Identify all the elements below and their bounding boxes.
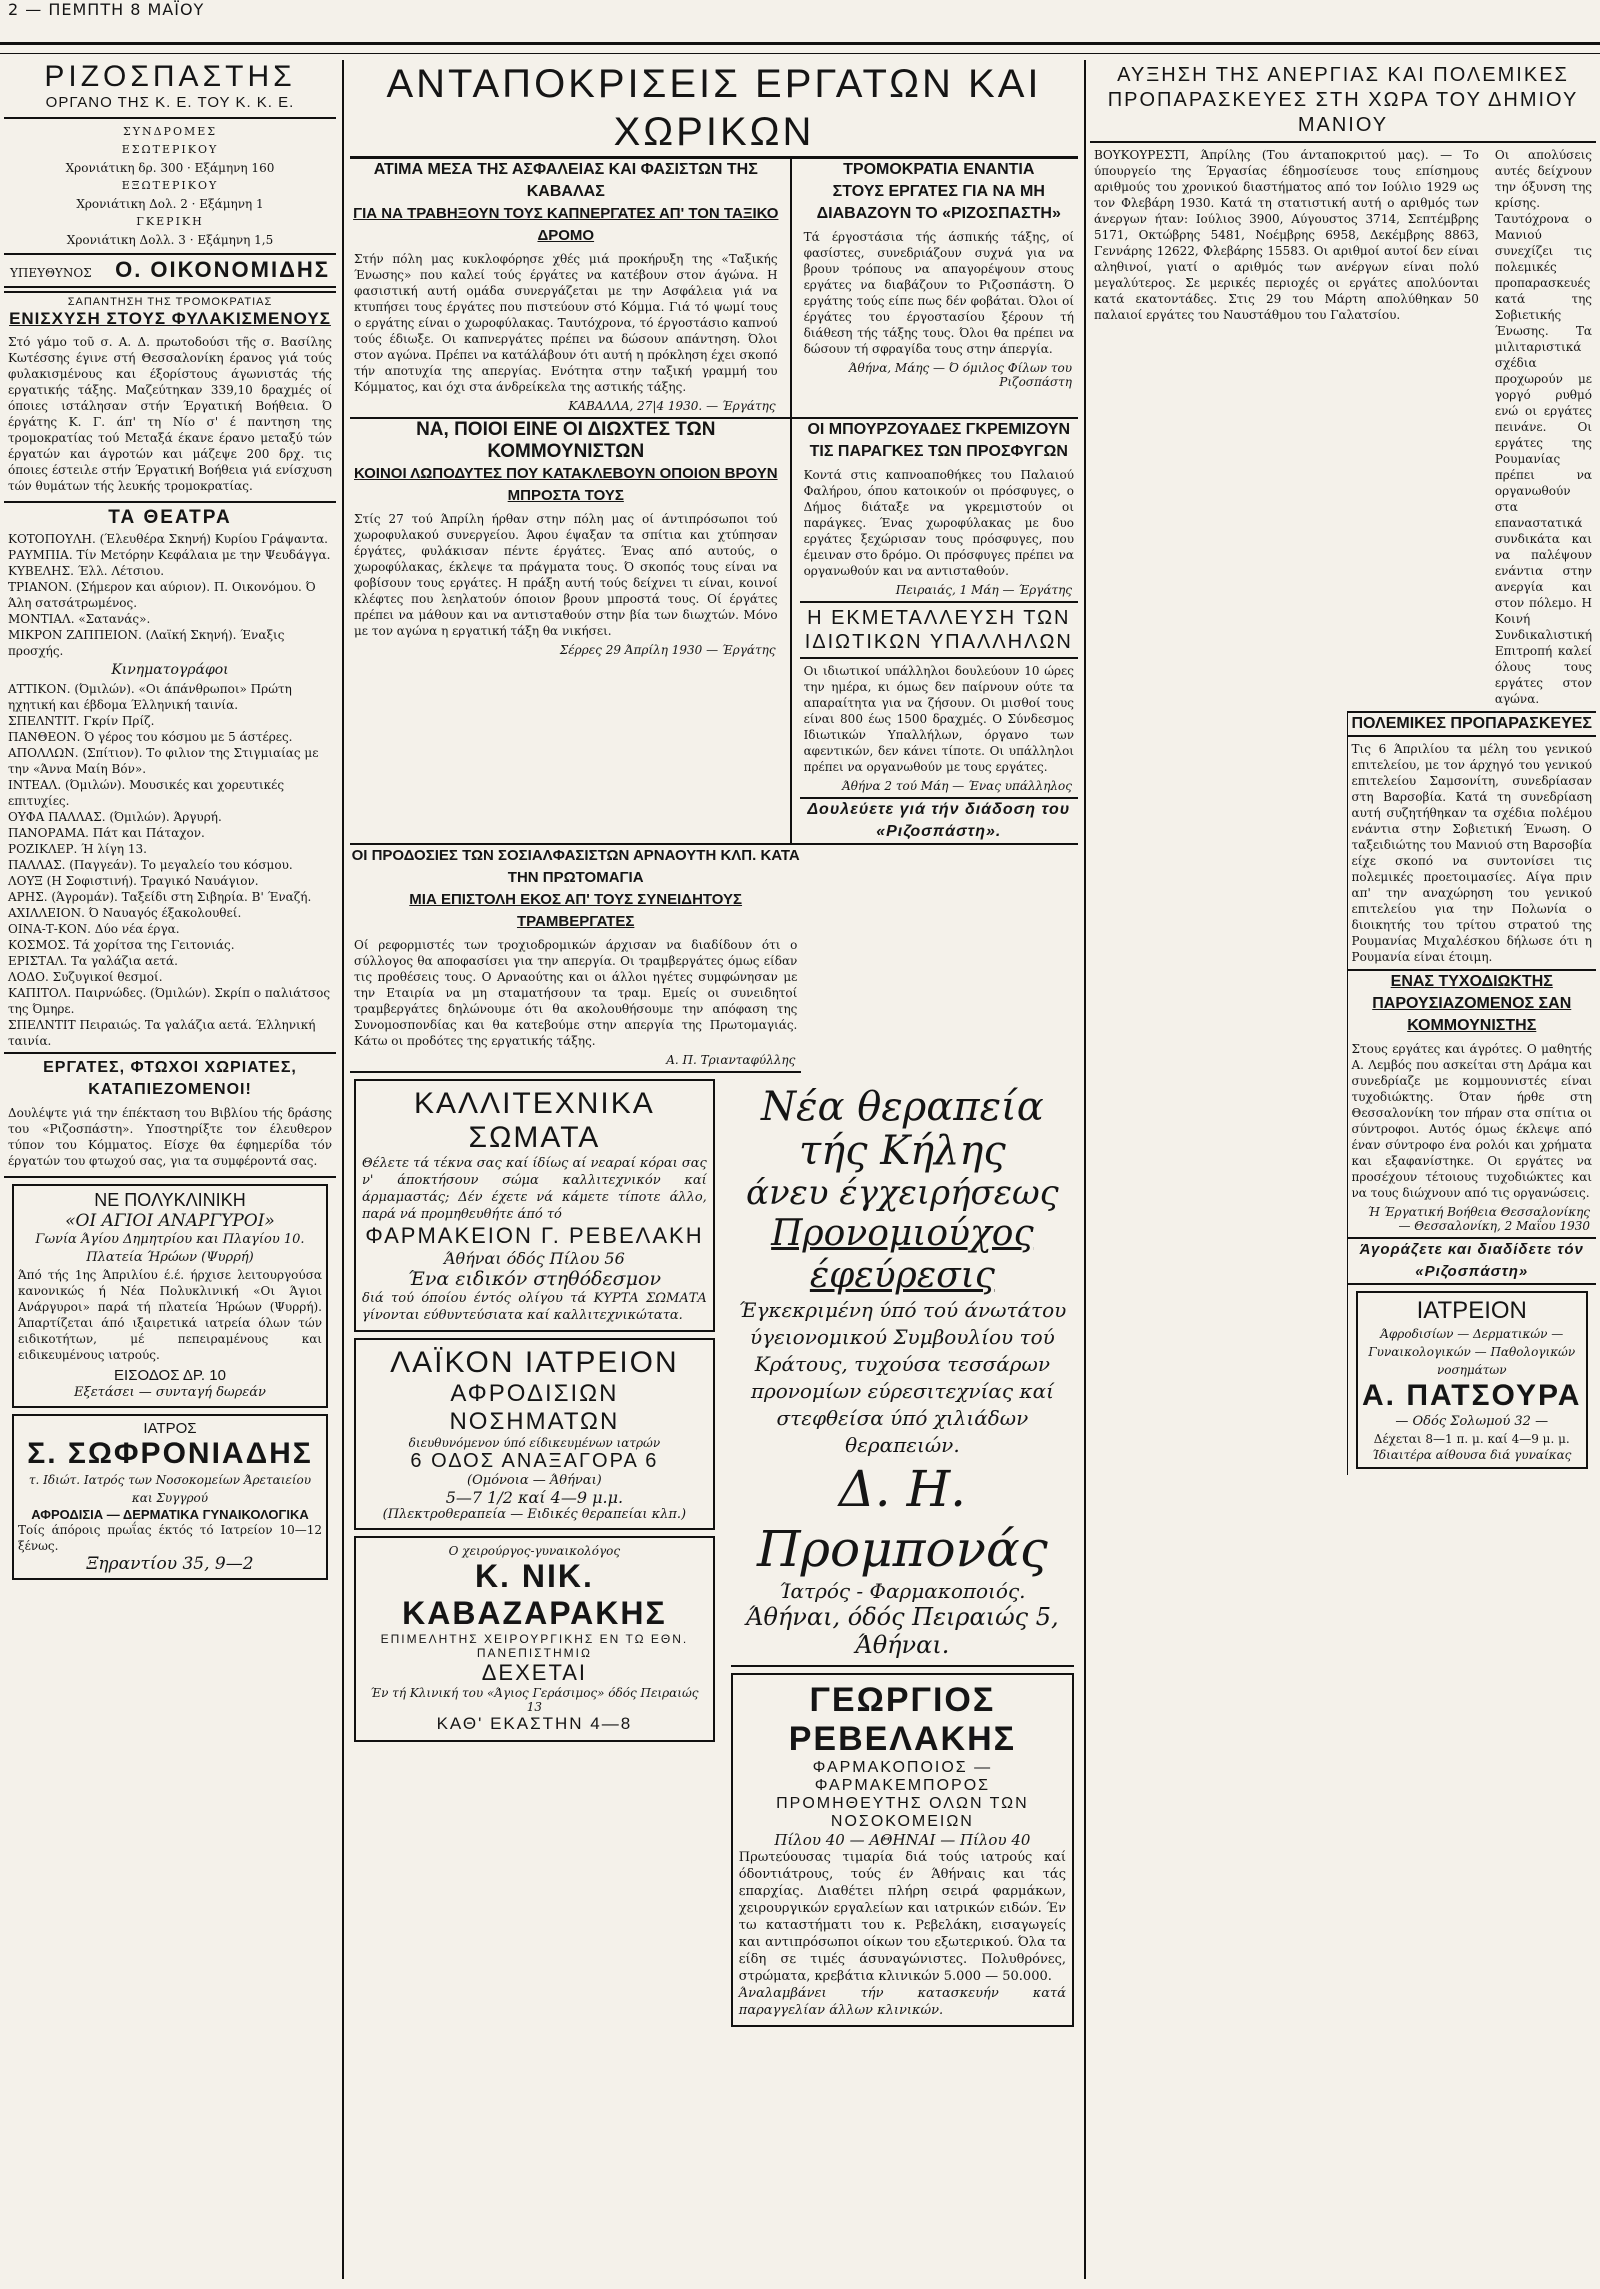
editor-line: [4, 255, 336, 288]
patsoura-note: Ίδιαιτέρα αίθουσα διά γυναίκας: [1372, 1448, 1572, 1462]
center-ads-left: [350, 1073, 719, 2033]
doctor-ad: [12, 1414, 328, 1580]
refugees-body: Κοντά στις καπνοαποθήκες του Παλαιού Φαλήρου, όπου κατοικούν οι πρόσφυγες, ο Δήμος διάταξε να γκρεμιστούν οι παράγκες. Ένας χωροφύλακας με δυο εργάτες ξεχώρισαν τους πρόσφυγες, που έμειναν στο δρόμο. Οι πρόσφυγες πρέπει να οργανωθούν και να αντισταθούν.: [803, 468, 1074, 578]
cinema-item: ΟΥΦΑ ΠΑΛΛΑΣ. (Όμιλών). Άργυρή.: [8, 810, 222, 824]
venereal-hours: 5—7 1/2 καί 4—9 μ.μ.: [445, 1488, 624, 1507]
surgeon-address: Έν τή Κλινική του «Άγιος Γεράσιμος» όδός Πειραιώς 13: [370, 1686, 699, 1714]
hernia-ad: [731, 1079, 1074, 1667]
venereal-subtitle: ΑΦΡΟΔΙΣΙΩΝ ΝΟΣΗΜΑΤΩΝ: [449, 1380, 620, 1435]
appeal-box: [4, 1057, 336, 1178]
masthead-subtitle: ΟΡΓΑΝΟ ΤΗΣ Κ. Ε. ΤΟΥ Κ. Κ. Ε.: [45, 94, 295, 111]
kavala-body: Στήν πόλη μας κυκλοφόρησε χθές μιά προκήρυξη της «Ταξικής Ένωσης» που καλεί τούς έργάτες να κατέβουν στον άγώνα. Η φασιστική αυτή ομάδα συνεργάζεται με την Ασφάλεια γιά να κτυπήσει τους έργάτες που πιστεύουν στό Κόμμα. Γιά τό ψωμί τους ο εργάτης είναι ο χωροφύλακας. Ταυτόχρονα, τό έργοστάσιο καπνού τούς έδιωξε. Οι καπνεργάτες πρέπει να δώσουν απάντηση. Όλοι στον αγώνα. Πρέπει να κατάλάβουν ότι αυτή η πρόκληση έχει σκοπό τήν αποτυχία της απεργίας. Ενότητα στην ταξική γραμμή του Κόμματος, και όχι στα άνδρείκελα της αστικής τάξης.: [354, 252, 778, 394]
war-left: [1090, 711, 1339, 1475]
kavala-headline-2: ΓΙΑ ΝΑ ΤΡΑΒΗΞΟΥΝ ΤΟΥΣ ΚΑΠΝΕΡΓΑΤΕΣ ΑΠ' ΤΟΝ ΤΑΞΙΚΟ ΔΡΟΜΟ: [353, 205, 779, 244]
persecutors-headline-2: ΚΟΙΝΟΙ ΛΩΠΟΔΥΤΕΣ ΠΟΥ ΚΑΤΑΚΛΕΒΟΥΝ ΟΠΟΙΟΝ ΒΡΟΥΝ ΜΠΡΟΣΤΑ ΤΟΥΣ: [354, 465, 778, 504]
persecutors-body: Στίς 27 τού Άπρίλη ήρθαν στην πόλη μας οί άντιπρόσωποι τού χωροφυλακού συνεργείου. Άφου έψαξαν τα σπίτια και χτύπησαν έργάτες, φυλάκισαν πέντε έργάτες. Ένας από αυτούς, ο χωροφύλακας, έκλεψε τα πράγματα τους. Ό σκοπός τους είναι να φοβίσουν τους εργάτες. Η πράξη αυτή τούς δείχνει τι είναι, κοινοί κλέφτες που λεηλατούν όποιον βρουν μπροστά τους. Οί έργάτες πρέπει να μάθουν και να αντισταθούν στην βία των διωχτών. Μόνο με τον αγώνα η εργατική τάξη θα νικήσει.: [354, 512, 778, 638]
cinema-item: ΚΑΠΙΤΟΛ. Παιρνώδες. (Όμιλών). Σκρίπ ο παλιάτσος της Όμηρε.: [8, 986, 331, 1016]
theatre-item: ΜΙΚΡΟΝ ΖΑΠΠΕΙΟΝ. (Λαϊκή Σκηνή). Έναξις προσχής.: [8, 628, 285, 658]
interior-label: ΕΣΩΤΕΡΙΚΟΥ: [121, 143, 219, 156]
subscriptions: [4, 119, 336, 255]
hernia-line-4: Έγκεκριμένη ύπό τού άνωτάτου ύγειονομικού Συμβουλίου τού Κράτους, τυχούσα τεσσάρων προνομίων εύρεσιτεχνίας καί στεφθείσα ύπό χιλιάδων θεραπειών.: [738, 1298, 1067, 1457]
cinema-item: ΑΠΟΛΛΩΝ. (Σπίτιον). Το φιλιον της Στιγμιαίας με την «Άννα Μαίη Βόν».: [8, 746, 319, 776]
surgeon-ad: [354, 1536, 715, 1742]
right-column: [1090, 60, 1596, 2279]
terror-body: Τά έργοστάσια τής άσπικής τάξης, οί φασίστες, συνεδριάζουν συχνά για να βρουν τρόπους να απαγορέψουν στους εργάτες να διαβάζουν το Ριζοσπάστη. Ό εργάτης τούς είπε πως δέν φοβάται. Όλοι οί έργάτες του έργοστασίου ξέρουν τή διάθεση τής τάξης τους. Όλοι θα πρέπει να δώσουν τή σφραγίδα τους στην άπεργία.: [803, 230, 1074, 356]
theatre-item: ΚΥΒΕΛΗΣ. Έλλ. Λέτσιου.: [8, 564, 165, 578]
cinema-item: ΚΟΣΜΟΣ. Τά χορίτσα της Γειτονιάς.: [8, 938, 235, 952]
cinema-item: ΠΑΝΟΡΑΜΑ. Πάτ και Πάταχον.: [8, 826, 205, 840]
cinema-item: ΡΟΖΙΚΛΕΡ. Ή λίγη 13.: [8, 842, 147, 856]
tram-sign: Α. Π. Τριανταφύλλης: [666, 1053, 796, 1067]
editor-name: Ο. ΟΙΚΟΝΟΜΙΔΗΣ: [115, 257, 330, 282]
venereal-director: διευθυνόμενον ύπό είδικευμένων ιατρών: [408, 1436, 661, 1450]
polyclinic-name: «ΟΙ ΑΓΙΟΙ ΑΝΑΡΓΥΡΟΙ»: [65, 1211, 275, 1231]
bodies-text-2: διά τού όποίου έντός ολίγου τά ΚΥΡΤΑ ΣΩΜΑΤΑ γίνονται εύθυντεύσιατα καί καλλιτεχνικώτατα.: [362, 1291, 707, 1323]
patsoura-hours: Δέχεται 8—1 π. μ. καί 4—9 μ. μ.: [1373, 1432, 1570, 1446]
page-number: 2 — ΠΕΜΠΤΗ 8 ΜΑΪΟΥ: [8, 0, 205, 19]
polyclinic-ad: [12, 1184, 328, 1408]
romania-body-1: ΒΟΥΚΟΥΡΕΣΤΙ, Άπρίλης (Του άνταποκριτού μας). — Το ύπουργείο της Έργασίας έδημοσίευσε τους επίσημους αριθμούς του χρονικού διαστήματος από τον Ιούλιο 1929 ως τον Φλεβάρη 1930. Κατά τη στατιστική αυτή ο αριθμός των άνεργων ήταν: Ιούλιος 3900, Αύγουστος 3714, Σεπτέμβρης 5171, Οκτώβρης 5481, Νοέμβρης 6958, Δεκέμβρης 8863, Γεννάρης 12622, Φλεβάρης 15583. Οι αριθμοί αυτοί δεν είναι αληθινοί, γιατί ο αριθμός των ανέργων είναι πολύ μεγαλύτερος. Σε μερικές περιοχές οι εργάτες απολύονται κατά εκατοντάδες. Στις 29 του Μάρτη απολύθηκαν 50 παλαιοί εργάτες του Ναυστάθμου του Γαλατσίου.: [1094, 148, 1479, 322]
cinema-item: ΣΠΕΛΝΤΙΤ Πειραιώς. Τα γαλάζια αετά. Έλληνική ταινία.: [8, 1018, 316, 1048]
romania-body: [1090, 143, 1596, 711]
war-section: [1090, 711, 1596, 1475]
pharmacy-address: Πίλου 40 — ΑΘΗΝΑΙ — Πίλου 40: [774, 1831, 1031, 1849]
bodies-title: ΚΑΛΛΙΤΕΧΝΙΚΑ ΣΩΜΑΤΑ: [413, 1087, 655, 1154]
bodies-slogan: Ένα ειδικόν στηθόδεσμον: [407, 1268, 661, 1290]
center-ads-right: [727, 1073, 1078, 2033]
bodies-ad: [354, 1079, 715, 1332]
editor-label: ΥΠΕΥΘΥΝΟΣ: [10, 266, 92, 280]
patsoura-name: Α. ΠΑΤΣΟΥΡΑ: [1362, 1379, 1582, 1412]
employees-sign: Άθήνα 2 τού Μάη — Ένας υπάλληλος: [842, 779, 1072, 793]
war-body: Τις 6 Άπριλίου τα μέλη του γενικού επιτελείου, με τον άρχηγό του γενικού επιτελείου Σαμσονίτη, συνεδρίασαν στη Βαρσοβία. Κατά τη συνεδρίαση αυτή συζητήθηκαν τα σχέδια πολέμου ενάντια στην Σοβιετική Ένωση. Ο ταξειδιώτης του Μανιού στη Βαρσοβία είχε σκοπό να συντονίσει τις πολεμικές προετοιμασίες. Αίγα πριν απ' την αναχώρηση του γενικού επιτελείου για την Πολωνία ο διοικητής του τρίτου στρατού της Ρουμανίας Μιχαλέσκου δήλωσε ότι η Ρουμανία είναι έτοιμη.: [1351, 742, 1592, 964]
doctor-hours: Τοίς άπόροις πρωΐας έκτός τό Ιατρείον 10—12 ξένως.: [18, 1523, 322, 1553]
hernia-line-2: άνευ έγχειρήσεως: [746, 1173, 1059, 1213]
surgeon-label: Ο χειρούργος-γυναικολόγος: [448, 1544, 621, 1558]
hernia-line-3: Προνομιούχος έφεύρεσις: [771, 1213, 1034, 1296]
theatre-item: ΡΑΥΜΠΙΑ. Τίν Μετόρην Κεφάλαια με την Ψευδάγγα.: [8, 548, 331, 562]
refugees-article: [800, 419, 1078, 843]
adventurer-headline: ΕΝΑΣ ΤΥΧΟΔΙΩΚΤΗΣ ΠΑΡΟΥΣΙΑΖΟΜΕΝΟΣ ΣΑΝ ΚΟΜΜΟΥΝΙΣΤΗΣ: [1348, 969, 1597, 1037]
patsoura-title: ΙΑΤΡΕΙΟΝ: [1416, 1297, 1527, 1324]
persecutors-article: [350, 419, 782, 843]
cinema-item: ΛΟΔΟ. Συζυγικοί θεσμοί.: [8, 970, 163, 984]
bodies-shop: ΦΑΡΜΑΚΕΙΟΝ Γ. ΡΕΒΕΛΑΚΗ: [365, 1223, 704, 1248]
masthead-title: ΡΙΖΟΣΠΑΣΤΗΣ: [44, 60, 296, 93]
refugees-headline-1: ΟΙ ΜΠΟΥΡΖΟΥΑΔΕΣ ΓΚΡΕΜΙΖΟΥΝ: [807, 421, 1071, 438]
polyclinic-note: Εξετάσει — συνταγή δωρεάν: [74, 1385, 266, 1400]
cinemas-list: [4, 681, 336, 1049]
hernia-doctor-name: Δ. Η. Προμπονάς: [757, 1460, 1048, 1578]
center-banner: ΑΝΤΑΠΟΚΡΙΣΕΙΣ ΕΡΓΑΤΩΝ ΚΑΙ ΧΩΡΙΚΩΝ: [350, 60, 1078, 159]
cinema-item: ΕΡΙΣΤΑΛ. Τα γαλάζια αετά.: [8, 954, 178, 968]
terror-sign: Άθήνα, Μάης — Ό όμιλος Φίλων του Ριζοσπάστη: [848, 361, 1072, 389]
doctor-address: Ξηραντίου 35, 9—2: [86, 1554, 254, 1574]
surgeon-hours: ΚΑΘ' ΕΚΑΣΤΗΝ 4—8: [436, 1714, 633, 1733]
surgeon-receives: ΔΕΧΕΤΑΙ: [481, 1660, 588, 1685]
kavala-sign: ΚΑΒΑΛΛΑ, 27|4 1930. — Έργάτης: [568, 399, 776, 413]
center-ads-row: [350, 1073, 1078, 2033]
pharmacy-name: ΓΕΩΡΓΙΟΣ ΡΕΒΕΛΑΚΗΣ: [788, 1681, 1017, 1758]
romania-body-2: Οι απολύσεις αυτές δείχνουν την όξυνση της κρίσης. Ταυτόχρονα ο Μανιού συνεχίζει τις πολεμικές προπαρασκευές κατά της Σοβιετικής Ένωσης. Τα μιλιταριστικά σχέδια προχωρούν με γοργό ρυθμό ενώ οι εργάτες πεινάνε. Οι εργάτες της Ρουμανίας πρέπει να οργανωθούν στα επαναστατικά συνδικάτα και να παλέψουν ενάντια στην ανεργία και στον πόλεμο. Η Κοινή Συνδικαλιστική Επιτροπή καλεί όλους τους εργάτες στον αγώνα.: [1494, 148, 1593, 706]
terror-article: [800, 159, 1078, 417]
pharmacy-line-2: ΠΡΟΜΗΘΕΥΤΗΣ ΟΛΩΝ ΤΩΝ ΝΟΣΟΚΟΜΕΙΩΝ: [776, 1795, 1029, 1830]
cinema-item: ΛΟΥΞ (Η Σοφιστινή). Τραγικό Ναυάγιον.: [8, 874, 259, 888]
tram-headline-2: ΜΙΑ ΕΠΙΣΤΟΛΗ ΕΚΟΣ ΑΠ' ΤΟΥΣ ΣΥΝΕΙΔΗΤΟΥΣ ΤΡΑΜΒΕΡΓΑΤΕΣ: [409, 891, 743, 930]
patsoura-clinic-ad: [1356, 1291, 1589, 1469]
polyclinic-address: Γωνία Άγίου Δημητρίου και Πλαγίου 10. Πλατεία Ήρώων (Ψυρρή): [35, 1232, 305, 1265]
patsoura-specialty: Άφροδισίων — Δερματικών — Γυναικολογικών — Παθολογικών νοσημάτων: [1368, 1327, 1576, 1377]
theatres-list: [4, 531, 336, 659]
left-column: [4, 60, 336, 2279]
persecutors-headline-1: ΝΑ, ΠΟΙΟΙ ΕΙΝΕ ΟΙ ΔΙΩΧΤΕΣ ΤΩΝ ΚΟΜΜΟΥΝΙΣΤΩΝ: [416, 419, 716, 462]
theatre-item: ΤΡΙΑΝΟΝ. (Σήμερον και αύριον). Π. Οικονόμου. Ό Άλη σατσάτρωμένος.: [8, 580, 316, 610]
doctor-credentials: τ. Ιδιώτ. Ιατρός των Νοσοκομείων Άρεταιείου και Συγγρού: [28, 1473, 312, 1505]
center-column: [350, 60, 1078, 2279]
romania-right-col: [1491, 143, 1596, 711]
doctor-label: ΙΑΤΡΟΣ: [143, 1420, 197, 1437]
cinema-item: ΣΠΕΛΝΤΙΤ. Γκρίν Πρίζ.: [8, 714, 155, 728]
hernia-doctor-title: Ίατρός - Φαρμακοποιός.: [779, 1579, 1026, 1603]
pharmacy-ad: [731, 1673, 1074, 2027]
persecutors-sign: Σέρρες 29 Άπρίλη 1930 — Έργάτης: [559, 643, 776, 657]
column-rule: [790, 159, 792, 417]
support-article: [4, 291, 336, 503]
support-body: Στό γάμο τοῦ σ. Α. Δ. πρωτοδούσι τῆς σ. Βασίλης Κωτέσσης έγινε στή Θεσσαλονίκη έρανος γιά τούς φυλακισμένους και έξορίστους άγωνιστάς τής εργατικής τάξης. Μαζεύτηκαν 339,10 δραχμές οί όποιες ιστάλησαν στήν Έργατική Βοήθεια. Ό έργάτης Κ. Γ. άπ' τη Νίο σ' έ παντηση της τρομοκρατίας τού Μεταξά έκανε έρανο μεταξύ τών έργατών και άγροτών και μάζεψε 200 δρχ. τις όποιες έστειλε στήν Έργατική Βοήθεια γιά ενίσχυση τών θυμάτων τής λευκής τρομοκρατίας.: [8, 335, 332, 493]
cinemas-title: Κινηματογράφοι: [111, 662, 229, 678]
column-divider: [1084, 60, 1086, 2279]
kavala-headline-1: ΑΤΙΜΑ ΜΕΣΑ ΤΗΣ ΑΣΦΑΛΕΙΑΣ ΚΑΙ ΦΑΣΙΣΤΩΝ ΤΗΣ ΚΑΒΑΛΑΣ: [373, 161, 758, 200]
masthead: [4, 60, 336, 119]
theatres-section: [4, 507, 336, 1054]
cinema-item: ΠΑΛΛΑΣ. (Παγγεάν). Το μεγαλείο του κόσμου.: [8, 858, 293, 872]
surgeon-credentials: ΕΠΙΜΕΛΗΤΗΣ ΧΕΙΡΟΥΡΓΙΚΗΣ ΕΝ ΤΩ ΕΘΝ. ΠΑΝΕΠΙΣΤΗΜΙΩ: [380, 1632, 689, 1660]
cinema-item: ΟΙΝΑ-Τ-ΚΟΝ. Δύο νέα έργα.: [8, 922, 180, 936]
war-headline: ΠΟΛΕΜΙΚΕΣ ΠΡΟΠΑΡΑΣΚΕΥΕΣ: [1348, 711, 1597, 737]
center-middle-row: [350, 419, 1078, 845]
pharmacy-footer: Άναλαμβάνει τήν κατασκευήν κατά παραγγελίαν άλλων κλινικών.: [738, 1986, 1066, 2018]
tram-body: Οί ρεφορμιστές των τροχιοδρομικών άρχισαν να διαδίδουν ότι ο σύλλογος θα αποφασίσει για την απεργία. Οι τραμβεργάτες όμως είδαν τις προθέσεις τους. Ο Αρναούτης και οι άλλοι ηγέτες συμφώνησαν με την Εταιρία να μη σταματήσουν τα τραμ. Εμείς οι συνειδητοί τραμβεργάτες δηλώνουμε ότι θα ακολουθήσουμε την απόφαση της Συνομοσπονδίας και θα κατεβούμε στην απεργία της Πρωτομαγιάς. Κάτω οι προδότες της εργατικής τάξης.: [354, 938, 798, 1048]
theatres-title: ΤΑ ΘΕΑΤΡΑ: [108, 507, 232, 528]
doctor-name: Σ. ΣΩΦΡΟΝΙΑΔΗΣ: [27, 1437, 313, 1470]
theatre-item: ΜΟΝΤΙΑΛ. «Σατανάς».: [8, 612, 151, 626]
promo-line: Δουλεύετε γιά τήν διάδοση του «Ριζοσπάστη».: [800, 797, 1078, 843]
column-divider: [342, 60, 344, 2279]
venereal-note: (Πλεκτροθεραπεία — Ειδικές θεραπείαι κλπ.): [382, 1507, 687, 1522]
tram-headline-1: ΟΙ ΠΡΟΔΟΣΙΕΣ ΤΩΝ ΣΟΣΙΑΛΦΑΣΙΣΤΩΝ ΑΡΝΑΟΥΤΗ ΚΛΠ. ΚΑΤΑ ΤΗΝ ΠΡΩΤΟΜΑΓΙΑ: [351, 847, 800, 886]
right-promo: Άγοράζετε και διαδίδετε τόν «Ριζοσπάστη»: [1348, 1237, 1597, 1285]
support-headline: ΕΝΙΣΧΥΣΗ ΣΤΟΥΣ ΦΥΛΑΚΙΣΜΕΝΟΥΣ: [9, 309, 331, 328]
cinema-item: ΑΡΗΣ. (Άγρομάν). Ταξείδι στη Σιβηρία. Β' Έναζή.: [8, 890, 312, 904]
exterior-rates: Χρονιάτικη Δολ. 2 · Εξάμηνη 1: [76, 197, 264, 211]
hernia-line-1: Νέα θεραπεία τής Κήλης: [761, 1084, 1044, 1174]
refugees-headline-2: ΤΙΣ ΠΑΡΑΓΚΕΣ ΤΩΝ ΠΡΟΣΦΥΓΩΝ: [809, 443, 1068, 460]
theatre-item: ΚΟΤΟΠΟΥΛΗ. (Έλευθέρα Σκηνή) Κυρίου Γράψαντα.: [8, 532, 328, 546]
polyclinic-entry: ΕΙΣΟΔΟΣ ΔΡ. 10: [114, 1367, 226, 1384]
exterior-label: ΕΞΩΤΕΡΙΚΟΥ: [121, 179, 219, 192]
war-right: [1347, 711, 1597, 1475]
interior-rates: Χρονιάτικη δρ. 300 · Εξάμηνη 160: [65, 161, 275, 175]
center-top-row: [350, 159, 1078, 419]
adventurer-sign: Ή Έργατική Βοήθεια Θεσσαλονίκης — Θεσσαλονίκη, 2 Μαΐου 1930: [1367, 1205, 1590, 1233]
column-rule: [790, 419, 792, 843]
venereal-area: (Ομόνοια — Άθήναι): [467, 1473, 602, 1488]
cinema-item: ΑΧΙΛΛΕΙΟΝ. Ό Ναυαγός έξακολουθεί.: [8, 906, 242, 920]
patsoura-address: — Οδός Σολωμού 32 —: [1395, 1414, 1549, 1429]
america-rates: Χρονιάτικη Δολλ. 3 · Εξάμηνη 1,5: [66, 233, 274, 247]
america-label: ΓΚΕΡΙΚΗ: [136, 215, 204, 228]
pharmacy-body: Πρωτεύουσας τιμαρία διά τούς ιατρούς καί όδοντιάτρους, τούς έν Άθήναις και τάς επαρχίας. Διαθέτει πλήρη σειρά φαρμάκων, χειρουργικών εργαλείων και ιατρικών ειδών. Έν τω καταστήματι του κ. Ρεβελάκη, εισαγωγείς και αντιπρόσωποι οίκων του εξωτερικού. Όλα τα είδη σε τιμές άσυναγώνιστες. Πολυθρόνες, στρώματα, κρεβάτια κλινικών 5.000 — 50.000.: [738, 1850, 1066, 1984]
appeal-headline: ΕΡΓΑΤΕΣ, ΦΤΩΧΟΙ ΧΩΡΙΑΤΕΣ, ΚΑΤΑΠΙΕΖΟΜΕΝΟΙ!: [43, 1059, 297, 1098]
top-bar: [0, 0, 1600, 60]
cinema-item: ΠΑΝΘΕΟΝ. Ό γέρος του κόσμου με 5 άστέρες.: [8, 730, 293, 744]
refugees-sign: Πειραιάς, 1 Μάη — Έργάτης: [895, 583, 1072, 597]
bodies-text-1: Θέλετε τά τέκνα σας καί ίδίως αί νεαραί κόραι σας ν' άποκτήσουν σώμα καλλιτεχνικόν καί άρμαμαστάς; Δέν έχετε νά κάμετε τίποτε άλλο, παρά νά προμηθευθήτε άπό τό: [362, 1156, 707, 1222]
doctor-specialty: ΑΦΡΟΔΙΣΙΑ — ΔΕΡΜΑΤΙΚΑ ΓΥΝΑΙΚΟΛΟΓΙΚΑ: [31, 1507, 309, 1522]
polyclinic-body: Άπό τής 1ης Άπριλίου έ.έ. ήρχισε λειτουργούσα κανονικώς ή Νέα Πολυκλινική «Οι Άγιοι Ανάργυροι» παρά τή πλατεία Ήρώων (Ψυρρή). Άπαρτίζεται άπό ιξαιρετικά ιατρεία όλων τών ειδικοτήτων, μέ πεπειραμένους και ειδικευμένους ιατρούς.: [18, 1268, 322, 1362]
adventurer-body: Στους εργάτες και άγρότες. Ο μαθητής Α. Λεμβός που ασκείται στη Δράμα και συνεδρίαζε με κομμουνιστές είναι τυχοδιώκτης. Όταν ήρθε στη Θεσσαλονίκη τον πήραν στα σπίτια οι σύντροφοι. Αυτός όμως έκλεψε από έναν σύντροφο ένα ρολόι και χρήματα και εξαφανίστηκε. Οι εργάτες να προσέχουν τέτοιους τυχοδιώκτες και να τους διώχνουν από τις οργανώσεις.: [1351, 1042, 1592, 1200]
employees-body: Οι ιδιωτικοί υπάλληλοι δουλεύουν 10 ώρες την ημέρα, κι όμως δεν παίρνουν ούτε τα απαραίτητα για να ζήσουν. Οι μισθοί τους είναι 800 έως 1500 δραχμές. Ο Σύνδεσμος Ιδιωτικών Υπαλλήλων, όργανο των αφεντικών, δεν κάνει τίποτε. Οι υπάλληλοι πρέπει να οργανωθούν με τους εργάτες.: [803, 664, 1074, 774]
terror-headline-2: ΣΤΟΥΣ ΕΡΓΑΤΕΣ ΓΙΑ ΝΑ ΜΗ ΔΙΑΒΑΖΟΥΝ ΤΟ «ΡΙΖΟΣΠΑΣΤΗ»: [816, 183, 1061, 222]
surgeon-name: Κ. ΝΙΚ. ΚΑΒΑΖΑΡΑΚΗΣ: [402, 1558, 667, 1631]
pharmacy-line-1: ΦΑΡΜΑΚΟΠΟΙΟΣ — ΦΑΡΜΑΚΕΜΠΟΡΟΣ: [812, 1759, 993, 1794]
venereal-clinic-ad: [354, 1338, 715, 1530]
subscriptions-title: ΣΥΝΔΡΟΜΕΣ: [122, 125, 218, 138]
tram-article: [350, 845, 801, 1073]
romania-headline: ΑΥΞΗΣΗ ΤΗΣ ΑΝΕΡΓΙΑΣ ΚΑΙ ΠΟΛΕΜΙΚΕΣ ΠΡΟΠΑΡΑΣΚΕΥΕΣ ΣΤΗ ΧΩΡΑ ΤΟΥ ΔΗΜΙΟΥ ΜΑΝΙΟΥ: [1090, 60, 1596, 143]
cinema-item: ΙΝΤΕΑΛ. (Όμιλών). Μουσικές και χορευτικές επιτυχίες.: [8, 778, 285, 808]
polyclinic-title: ΝΕ ΠΟΛΥΚΛΙΝΙΚΗ: [94, 1190, 246, 1210]
cinema-item: ΑΤΤΙΚΟΝ. (Όμιλών). «Οι άπάνθρωποι» Πρώτη ηχητική και έβδομα Έλληνική ταινία.: [8, 682, 292, 712]
top-rule: [0, 42, 1600, 54]
kavala-article: [350, 159, 782, 417]
employees-headline: Η ΕΚΜΕΤΑΛΛΕΥΣΗ ΤΩΝ ΙΔΙΩΤΙΚΩΝ ΥΠΑΛΛΗΛΩΝ: [800, 601, 1078, 659]
hernia-address: Άθήναι, όδός Πειραιώς 5, Άθήναι.: [746, 1603, 1059, 1659]
bodies-address: Άθήναι όδός Πίλου 56: [444, 1249, 625, 1268]
venereal-title: ΛΑΪΚΟΝ ΙΑΤΡΕΙΟΝ: [390, 1346, 679, 1379]
appeal-body: Δουλέψτε γιά την έπέκταση του Βιβλίου τής δράσης του «Ριζοσπάστη». Υποστηρίξτε τον έλευθερον τύπον του Κόμματος. Είσχε θα έφημερίδα τόν έργατών του φτωχού σας, για τα συμφέροντά σας.: [8, 1106, 332, 1168]
venereal-address: 6 ΟΔΟΣ ΑΝΑΞΑΓΟΡΑ 6: [410, 1450, 659, 1472]
support-kicker: ΣΑΠΑΝΤΗΣΗ ΤΗΣ ΤΡΟΜΟΚΡΑΤΙΑΣ: [4, 291, 336, 308]
terror-headline-1: ΤΡΟΜΟΚΡΑΤΙΑ ΕΝΑΝΤΙΑ: [843, 161, 1035, 178]
